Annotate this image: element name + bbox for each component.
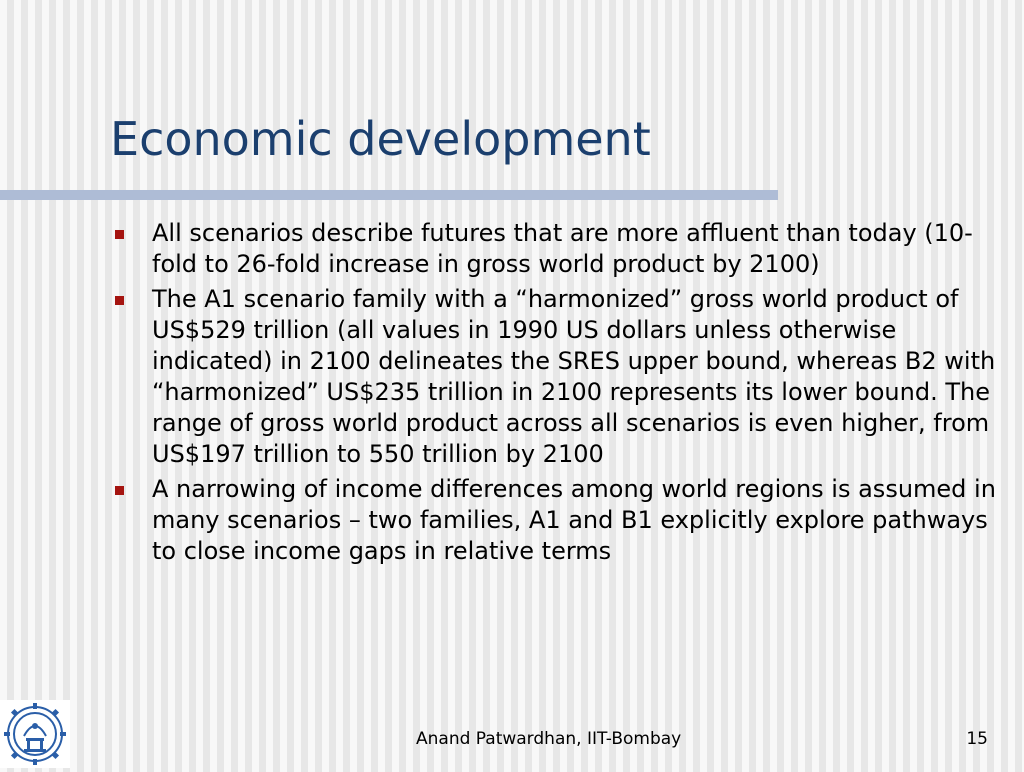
bullet-item <box>110 284 1010 470</box>
bullet-list <box>110 218 1010 571</box>
slide-title: Economic development <box>110 112 651 166</box>
bullet-text: The A1 scenario family with a “harmonized” gross world product of US$529 trillion (all values in 1990 US dollars unless otherwise indicated) in 2100 delineates the SRES upper bound, whereas B2 with “harmonized” US$235 trillion in 2100 represents its lower bound. The range of gross world product across all scenarios is even higher, from US$197 trillion to 550 trillion by 2100 <box>152 285 996 468</box>
page-number: 15 <box>966 729 988 749</box>
bullet-item <box>110 474 1010 567</box>
footer-author: Anand Patwardhan, IIT-Bombay <box>416 729 682 749</box>
bullet-item <box>110 218 1010 280</box>
bullet-text: All scenarios describe futures that are more affluent than today (10-fold to 26-fold increase in gross world product by 2100) <box>152 219 973 278</box>
title-underline <box>0 190 778 200</box>
square-bullet-icon <box>115 230 124 239</box>
square-bullet-icon <box>115 486 124 495</box>
bullet-text: A narrowing of income differences among world regions is assumed in many scenarios – two families, A1 and B1 explicitly explore pathways to close income gaps in relative terms <box>152 475 996 565</box>
iit-bombay-logo-icon <box>0 700 70 768</box>
square-bullet-icon <box>115 296 124 305</box>
